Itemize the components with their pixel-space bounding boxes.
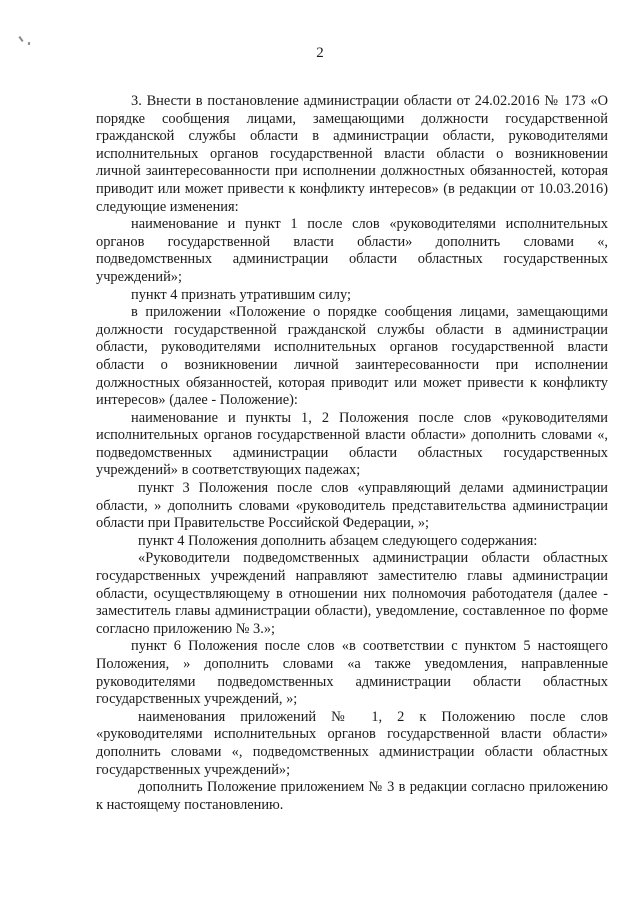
- paragraph-item-4-add: пункт 4 Положения дополнить абзацем следующего содержания:: [138, 532, 538, 549]
- document-body: [96, 93, 608, 814]
- paragraph-name-and-item-1: наименование и пункт 1 после слов «руководителями исполнительных органов государственной власти области» дополнить словами «, подведомственных администрации области областных государственных учреждений»;: [96, 216, 608, 285]
- page-number: 2: [316, 45, 324, 61]
- paragraph-quoted-addition: «Руководители подведомственных администрации области областных государственных учреждений направляют заместителю главы администрации области, осуществляющему в отношении них полномочия работодателя (далее - заместитель главы администрации области), уведомление, составленное по форме согласно приложению № 3.»;: [96, 550, 608, 637]
- paragraph-appendices-1-2: наименования приложений № 1, 2 к Положению после слов «руководителями исполнительных органов государственной власти области» дополнить словами «, подведомственных администрации области областных государственных учреждений»;: [96, 708, 608, 778]
- paragraph-amendment-intro: 3. Внести в постановление администрации области от 24.02.2016 № 173 «О порядке сообщения лицами, замещающими должности государственной гражданской службы области в администрации области, руководителями исполнительных органов государственной власти области о возникновении личной заинтересованности при исполнении должностных обязанностей, которая приводит или может привести к конфликту интересов» (в редакции от 10.03.2016) следующие изменения:: [96, 93, 608, 215]
- paragraph-item-4-void: пункт 4 признать утратившим силу;: [131, 286, 351, 303]
- paragraph-appendix-regulation: в приложении «Положение о порядке сообщения лицами, замещающими должности государственной гражданской службы области в администрации области, руководителями исполнительных органов государственной власти области о возникновении личной заинтересованности при исполнении должностных обязанностей, которая приводит или может привести к конфликту интересов» (далее - Положение):: [96, 304, 608, 409]
- paragraph-items-1-2: наименование и пункты 1, 2 Положения после слов «руководителями исполнительных органов государственной власти области» дополнить словами «, подведомственных администрации области областных государственных учреждений» в соответствующих падежах;: [96, 409, 608, 479]
- paragraph-item-6: пункт 6 Положения после слов «в соответствии с пунктом 5 настоящего Положения, » дополнить словами «а также уведомления, направленные руководителями подведомственных администрации области областных государственных учреждений, »;: [96, 638, 608, 708]
- scan-artifact-mark: [18, 36, 23, 42]
- paragraph-item-3: пункт 3 Положения после слов «управляющий делами администрации области, » дополнить словами «руководитель представительства администрации области при Правительстве Российской Федерации, »;: [96, 480, 608, 532]
- paragraph-appendix-3: дополнить Положение приложением № 3 в редакции согласно приложению к настоящему постановлению.: [96, 779, 608, 813]
